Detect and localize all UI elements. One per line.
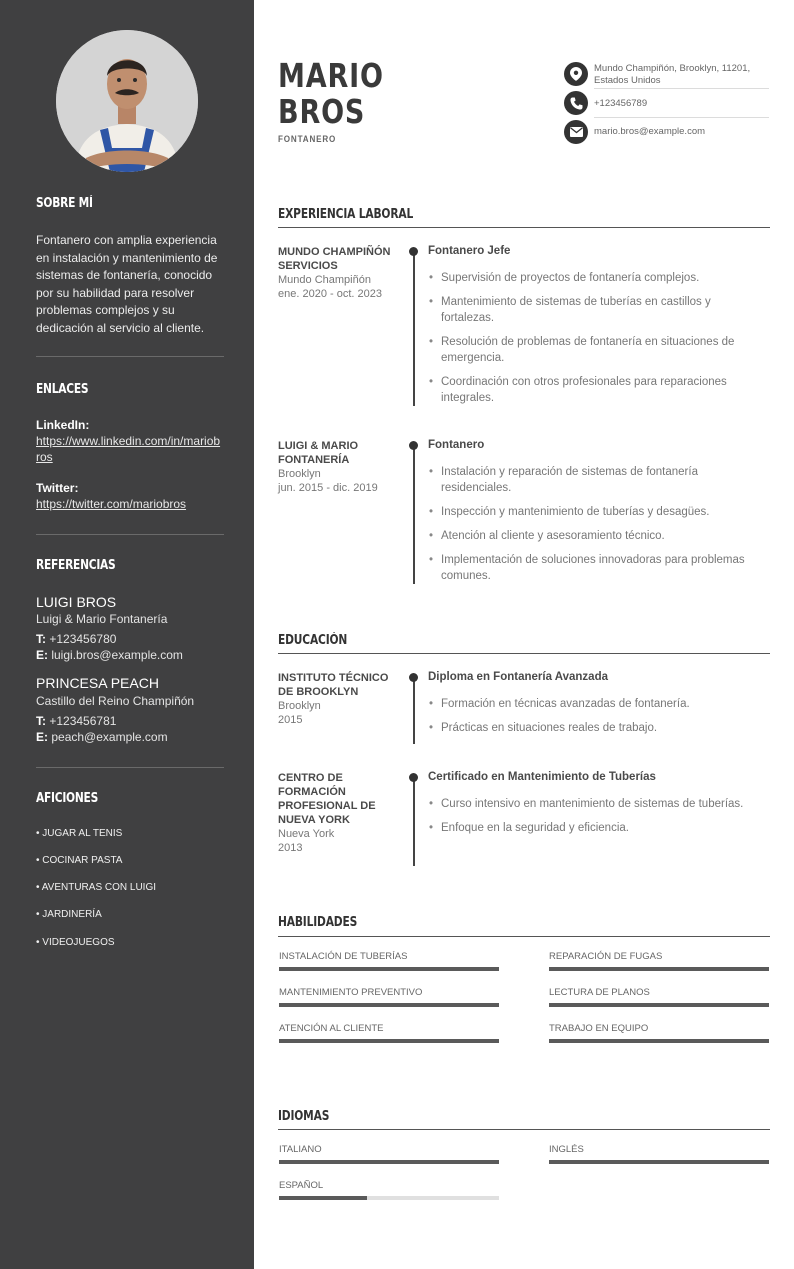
bullet-item: • Mantenimiento de sistemas de tuberías en castillos y fortalezas. — [428, 294, 758, 326]
language-bar — [279, 1160, 499, 1164]
job-bullets — [428, 464, 758, 592]
language-bar — [549, 1160, 769, 1164]
section-rule — [278, 653, 770, 654]
skill-bar — [279, 967, 499, 971]
location-pin-icon — [564, 62, 588, 86]
linkedin-link[interactable]: https://www.linkedin.com/in/mariobros — [36, 434, 221, 464]
skill-label: ATENCIÓN AL CLIENTE — [279, 1023, 384, 1034]
hobby-item: • JARDINERÍA — [36, 909, 102, 920]
skills-heading: HABILIDADES — [278, 915, 358, 930]
bullet-item: • Inspección y mantenimiento de tuberías y desagües. — [428, 504, 758, 520]
reference-email: E: luigi.bros@example.com — [36, 648, 183, 662]
education-org: CENTRO DE FORMACIÓN PROFESIONAL DE NUEVA YORK Nueva York 2013 — [278, 772, 376, 854]
languages-heading: IDIOMAS — [278, 1109, 330, 1124]
language-label: ESPAÑOL — [279, 1180, 324, 1191]
about-text: Fontanero con amplia experiencia en instalación y mantenimiento de sistemas de fontanería, conocido por su habilidad para resolver problemas complejos y su dedicación al servicio al cliente. — [36, 233, 218, 335]
timeline-dot — [409, 673, 418, 682]
bullet-item: • Prácticas en situaciones reales de trabajo. — [428, 720, 758, 736]
hobbies-heading: AFICIONES — [36, 791, 99, 806]
bullet-item: • Instalación y reparación de sistemas de fontanería residenciales. — [428, 464, 758, 496]
timeline-line — [413, 251, 415, 406]
hobby-item: • VIDEOJUEGOS — [36, 937, 115, 948]
job-role: FONTANERO — [278, 134, 337, 145]
skill-label: MANTENIMIENTO PREVENTIVO — [279, 987, 423, 998]
job-bullets — [428, 270, 758, 414]
skill-bar-fill — [279, 1039, 499, 1043]
divider — [36, 767, 224, 768]
language-bar-fill — [279, 1196, 367, 1200]
job-title: Fontanero Jefe — [428, 245, 511, 257]
hobby-item: • COCINAR PASTA — [36, 855, 123, 866]
twitter-label: Twitter: — [36, 481, 79, 495]
hobby-item: • AVENTURAS CON LUIGI — [36, 882, 157, 893]
skill-bar — [549, 967, 769, 971]
degree-bullets — [428, 796, 758, 844]
contact-email: mario.bros@example.com — [594, 126, 706, 137]
degree-title: Diploma en Fontanería Avanzada — [428, 671, 608, 683]
email-icon — [564, 120, 588, 144]
timeline-line — [413, 777, 415, 866]
divider — [594, 88, 769, 89]
divider — [594, 117, 769, 118]
skill-label: LECTURA DE PLANOS — [549, 987, 650, 998]
references-heading: REFERENCIAS — [36, 558, 116, 573]
bullet-item: • Coordinación con otros profesionales para reparaciones integrales. — [428, 374, 758, 406]
full-name: MARIO BROS — [278, 56, 384, 131]
bullet-item: • Curso intensivo en mantenimiento de sistemas de tuberías. — [428, 796, 758, 812]
contact-phone: +123456789 — [594, 98, 648, 109]
skill-label: TRABAJO EN EQUIPO — [549, 1023, 649, 1034]
reference-org: Luigi & Mario Fontanería — [36, 612, 168, 626]
timeline-line — [413, 445, 415, 584]
education-heading: EDUCACIÓN — [278, 633, 348, 648]
language-bar — [279, 1196, 499, 1200]
reference-phone: T: +123456781 — [36, 714, 117, 728]
experience-heading: EXPERIENCIA LABORAL — [278, 207, 414, 222]
avatar — [56, 30, 198, 172]
linkedin-label: LinkedIn: — [36, 418, 90, 432]
skill-label: INSTALACIÓN DE TUBERÍAS — [279, 951, 408, 962]
profile-photo — [56, 30, 198, 172]
job-title: Fontanero — [428, 439, 485, 451]
section-rule — [278, 227, 770, 228]
language-label: ITALIANO — [279, 1144, 322, 1155]
language-label: INGLÉS — [549, 1144, 584, 1155]
bullet-item: • Atención al cliente y asesoramiento técnico. — [428, 528, 758, 544]
sidebar — [0, 0, 254, 1269]
skill-bar — [279, 1039, 499, 1043]
reference-email: E: peach@example.com — [36, 730, 168, 744]
reference-name: LUIGI BROS — [36, 594, 117, 610]
bullet-item: • Formación en técnicas avanzadas de fontanería. — [428, 696, 758, 712]
skill-bar — [549, 1003, 769, 1007]
section-rule — [278, 1129, 770, 1130]
skill-bar-fill — [279, 967, 499, 971]
timeline-dot — [409, 773, 418, 782]
bullet-item: • Enfoque en la seguridad y eficiencia. — [428, 820, 758, 836]
language-bar-fill — [279, 1160, 499, 1164]
degree-title: Certificado en Mantenimiento de Tuberías — [428, 771, 656, 783]
links-heading: ENLACES — [36, 382, 89, 397]
skill-bar-fill — [549, 1039, 769, 1043]
skill-bar — [549, 1039, 769, 1043]
degree-bullets — [428, 696, 758, 744]
education-org: INSTITUTO TÉCNICO DE BROOKLYN Brooklyn 2015 — [278, 672, 389, 726]
reference-phone: T: +123456780 — [36, 632, 117, 646]
twitter-link[interactable]: https://twitter.com/mariobros — [36, 497, 187, 511]
reference-name: PRINCESA PEACH — [36, 675, 159, 691]
timeline-dot — [409, 441, 418, 450]
section-rule — [278, 936, 770, 937]
skill-label: REPARACIÓN DE FUGAS — [549, 951, 663, 962]
bullet-item: • Implementación de soluciones innovadoras para problemas comunes. — [428, 552, 758, 584]
reference-org: Castillo del Reino Champiñón — [36, 694, 195, 708]
skill-bar-fill — [549, 967, 769, 971]
skill-bar-fill — [549, 1003, 769, 1007]
skill-bar-fill — [279, 1003, 499, 1007]
language-bar-fill — [549, 1160, 769, 1164]
timeline-line — [413, 677, 415, 744]
divider — [36, 356, 224, 357]
timeline-dot — [409, 247, 418, 256]
hobby-item: • JUGAR AL TENIS — [36, 828, 123, 839]
contact-address: Mundo Champiñón, Brooklyn, 11201, Estados Unidos — [594, 63, 751, 86]
about-heading: SOBRE MÍ — [36, 196, 93, 211]
experience-org: LUIGI & MARIO FONTANERÍA Brooklyn jun. 2015 - dic. 2019 — [278, 440, 378, 494]
experience-org: MUNDO CHAMPIÑÓN SERVICIOS Mundo Champiñón ene. 2020 - oct. 2023 — [278, 246, 391, 300]
phone-icon — [564, 91, 588, 115]
bullet-item: • Supervisión de proyectos de fontanería complejos. — [428, 270, 758, 286]
bullet-item: • Resolución de problemas de fontanería en situaciones de emergencia. — [428, 334, 758, 366]
divider — [36, 534, 224, 535]
skill-bar — [279, 1003, 499, 1007]
